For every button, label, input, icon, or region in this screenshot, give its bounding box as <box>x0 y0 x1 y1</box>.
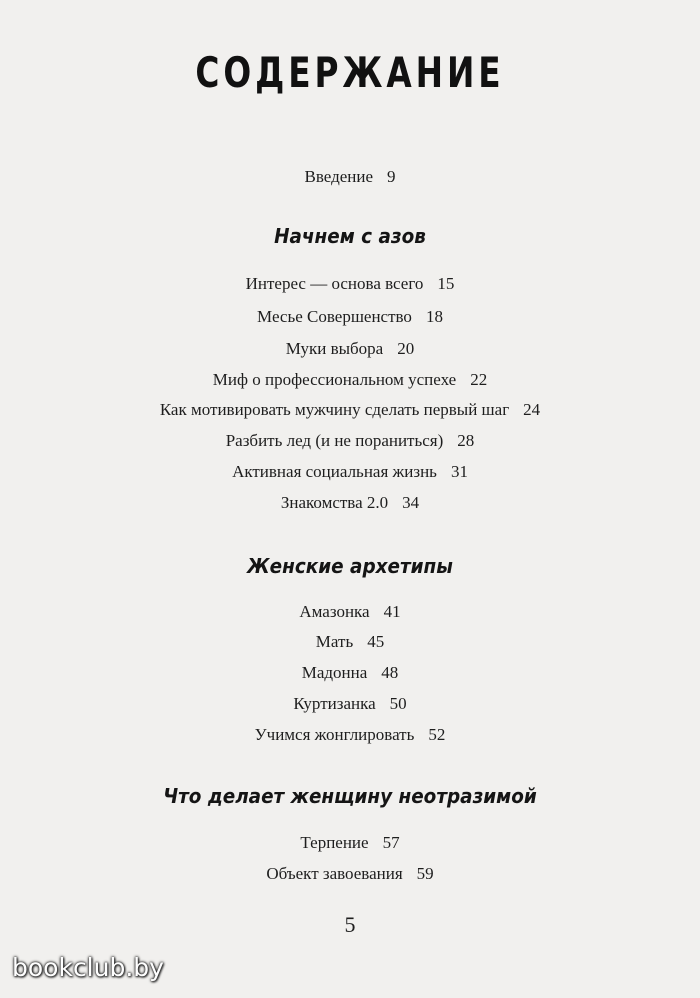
toc-entry <box>0 400 700 420</box>
toc-entry <box>0 663 700 683</box>
toc-entry-page: 22 <box>470 370 488 389</box>
toc-entry <box>0 274 700 294</box>
toc-entry <box>0 493 700 513</box>
toc-entry <box>0 431 700 451</box>
toc-entry-page: 41 <box>383 602 401 621</box>
page-number: 5 <box>344 912 356 937</box>
toc-entry-label: Мать <box>315 632 354 651</box>
toc-entry-label: Введение <box>304 167 374 186</box>
toc-entry-page: 50 <box>389 694 407 713</box>
toc-entry-label: Как мотивировать мужчину сделать первый шаг <box>159 400 510 419</box>
toc-entry <box>0 694 700 714</box>
toc-entry-page: 34 <box>402 493 420 512</box>
toc-entry-page: 48 <box>381 663 399 682</box>
toc-entry <box>0 339 700 359</box>
toc-entry-page: 52 <box>428 725 446 744</box>
section-heading: Женские архетипы <box>247 554 453 578</box>
toc-entry-label: Миф о профессиональном успехе <box>212 370 457 389</box>
toc-entry-page: 9 <box>387 167 396 186</box>
toc-entry <box>0 833 700 853</box>
toc-entry-page: 18 <box>425 307 443 326</box>
toc-entry <box>0 370 700 390</box>
toc-entry-label: Куртизанка <box>293 694 376 713</box>
toc-entry-label: Амазонка <box>299 602 370 621</box>
toc-entry-page: 28 <box>457 431 475 450</box>
toc-entry-label: Терпение <box>300 833 369 852</box>
toc-entry-label: Объект завоевания <box>266 864 403 883</box>
toc-entry-page: 57 <box>382 833 400 852</box>
toc-entry-page: 15 <box>437 274 455 293</box>
toc-entry-page: 24 <box>523 400 541 419</box>
toc-entry-label: Месье Совершенство <box>257 307 412 326</box>
toc-entry <box>0 632 700 652</box>
toc-entry <box>0 602 700 622</box>
toc-entry-page: 31 <box>450 462 468 481</box>
toc-entry-label: Мадонна <box>301 663 368 682</box>
section-heading: Начнем с азов <box>274 224 426 248</box>
toc-entry-label: Разбить лед (и не пораниться) <box>225 431 444 450</box>
toc-entry-label: Учимся жонглировать <box>254 725 415 744</box>
toc-entry <box>0 462 700 482</box>
toc-entry-page: 45 <box>367 632 385 651</box>
bleed-through-text <box>40 18 660 34</box>
toc-entry-intro <box>0 167 700 187</box>
toc-entry-label: Знакомства 2.0 <box>280 493 389 512</box>
toc-entry <box>0 307 700 327</box>
toc-entry-page: 20 <box>397 339 415 358</box>
toc-entry-label: Муки выбора <box>285 339 384 358</box>
page-title: СОДЕРЖАНИЕ <box>195 48 505 97</box>
section-heading: Что делает женщину неотразимой <box>163 784 537 808</box>
toc-entry-page: 59 <box>416 864 434 883</box>
toc-entry-label: Активная социальная жизнь <box>232 462 437 481</box>
site-watermark: bookclub.by <box>12 953 164 982</box>
toc-entry-label: Интерес — основа всего <box>245 274 424 293</box>
toc-entry <box>0 725 700 745</box>
toc-entry <box>0 864 700 884</box>
